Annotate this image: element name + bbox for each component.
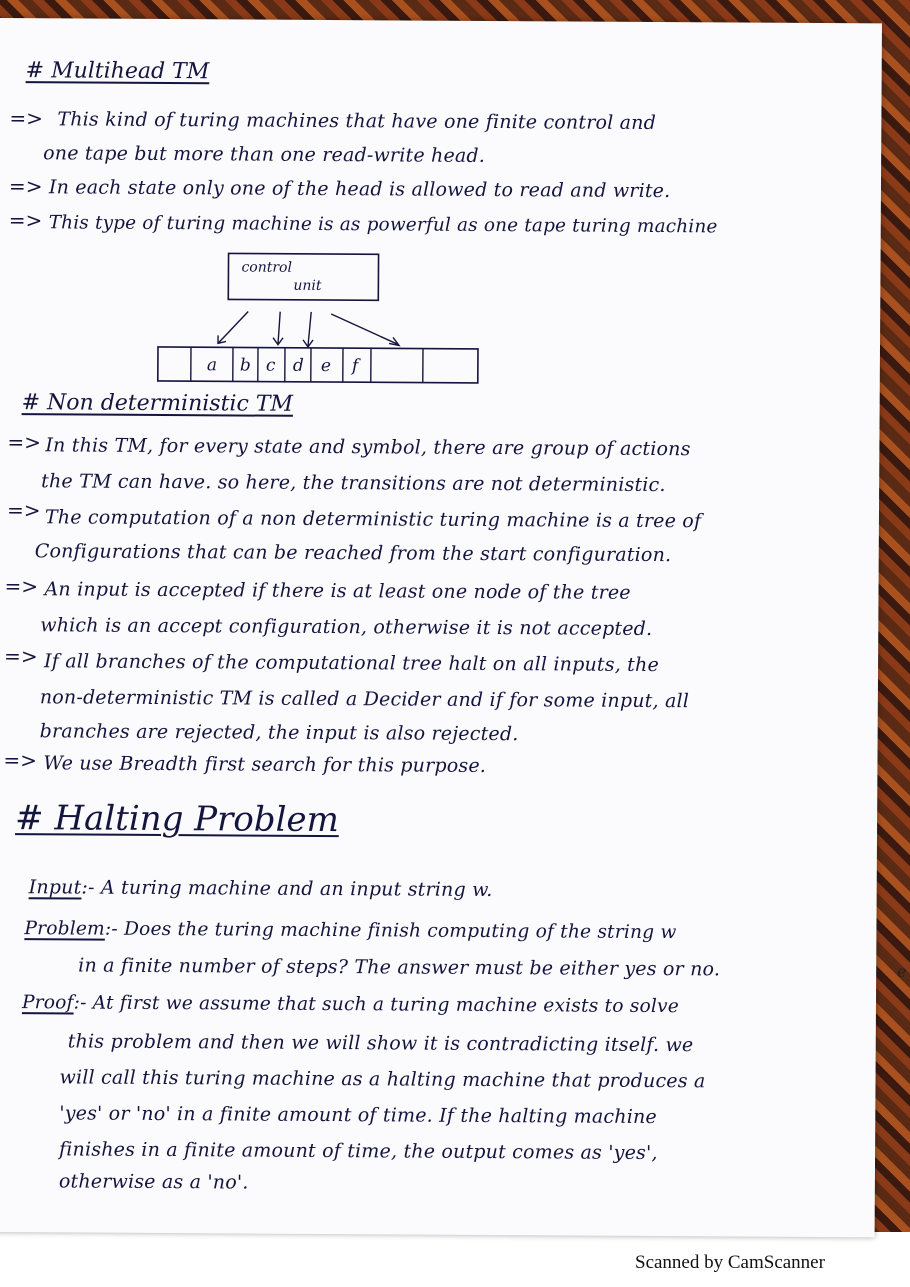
text-line: which is an accept configuration, otherwise it is not accepted. (40, 614, 653, 640)
text-line: will call this turing machine as a halting machine that produces a (59, 1066, 706, 1093)
arrow-marker: => (8, 208, 43, 233)
text-line: Configurations that can be reached from the start configuration. (34, 540, 672, 567)
heading-halting-problem: # Halting Problem (14, 798, 339, 841)
text-line: If all branches of the computational tree halt on all inputs, the (44, 650, 660, 677)
heading-non-deterministic-tm: # Non deterministic TM (21, 390, 294, 417)
text-line: one tape but more than one read-write head. (43, 142, 486, 167)
head-arrow (218, 311, 248, 343)
tape (158, 347, 478, 383)
tape-cell: f (351, 356, 359, 377)
text-line: This kind of turing machines that have one finite control and (57, 108, 657, 135)
arrow-marker: => (7, 430, 41, 455)
proof-text: :- At first we assume that such a turing machine exists to solve (73, 992, 680, 1018)
arrow-marker: => (3, 748, 38, 773)
input-line (29, 876, 493, 901)
control-unit-label: unit (293, 277, 322, 294)
text-line: The computation of a non deterministic turing machine is a tree of (44, 506, 702, 533)
text-line: This type of turing machine is as powerful as one tape turing machine (48, 212, 718, 238)
text-line: finishes in a finite amount of time, the output comes as 'yes', (59, 1138, 658, 1165)
problem-text: :- Does the turing machine finish computing of the string w (104, 918, 677, 944)
text-line: this problem and then we will show it is contradicting itself. we (67, 1030, 694, 1057)
problem-line (24, 918, 676, 943)
scanner-watermark: Scanned by CamScanner (635, 1252, 825, 1273)
arrow-marker: => (4, 644, 38, 669)
text-line: 'yes' or 'no' in a finite amount of time. If the halting machine (59, 1102, 657, 1129)
proof-line (22, 992, 679, 1017)
arrow-marker: => (9, 106, 43, 131)
tape-cell: e (320, 355, 332, 377)
head-arrow (278, 312, 280, 344)
text-line: An input is accepted if there is at least one node of the tree (44, 578, 631, 604)
input-text: :- A turing machine and an input string w. (81, 876, 493, 902)
text-line: the TM can have. so here, the transitions are not deterministic. (41, 470, 666, 497)
text-line: otherwise as a 'no'. (58, 1170, 249, 1194)
head-arrow (331, 314, 398, 344)
text-line: non-deterministic TM is called a Decider and if for some input, all (39, 686, 690, 713)
heading-multihead-tm: # Multihead TM (25, 58, 210, 85)
notebook-page (0, 18, 882, 1237)
tape-cell: d (292, 355, 304, 376)
text-line: In each state only one of the head is allowed to read and write. (48, 176, 671, 203)
edge-mark: e (897, 962, 907, 981)
text-line: In this TM, for every state and symbol, there are group of actions (45, 434, 691, 461)
problem-label: Problem (24, 918, 105, 940)
text-line: branches are rejected, the input is also rejected. (39, 720, 519, 746)
tape-cell: c (265, 355, 276, 376)
input-label: Input (28, 876, 82, 899)
arrow-marker: => (6, 498, 41, 523)
tape-cell: b (239, 355, 251, 376)
text-line: We use Breadth first search for this purpose. (43, 752, 487, 777)
text-line: in a finite number of steps? The answer must be either yes or no. (78, 954, 721, 981)
tape-cell: a (206, 355, 218, 376)
arrow-marker: => (4, 574, 39, 599)
arrow-marker: => (8, 174, 43, 199)
multihead-tm-diagram (153, 251, 484, 393)
proof-label: Proof (21, 992, 74, 1014)
control-unit-label: control (241, 259, 293, 276)
handwritten-notes (0, 18, 882, 1237)
head-arrow (308, 312, 311, 346)
